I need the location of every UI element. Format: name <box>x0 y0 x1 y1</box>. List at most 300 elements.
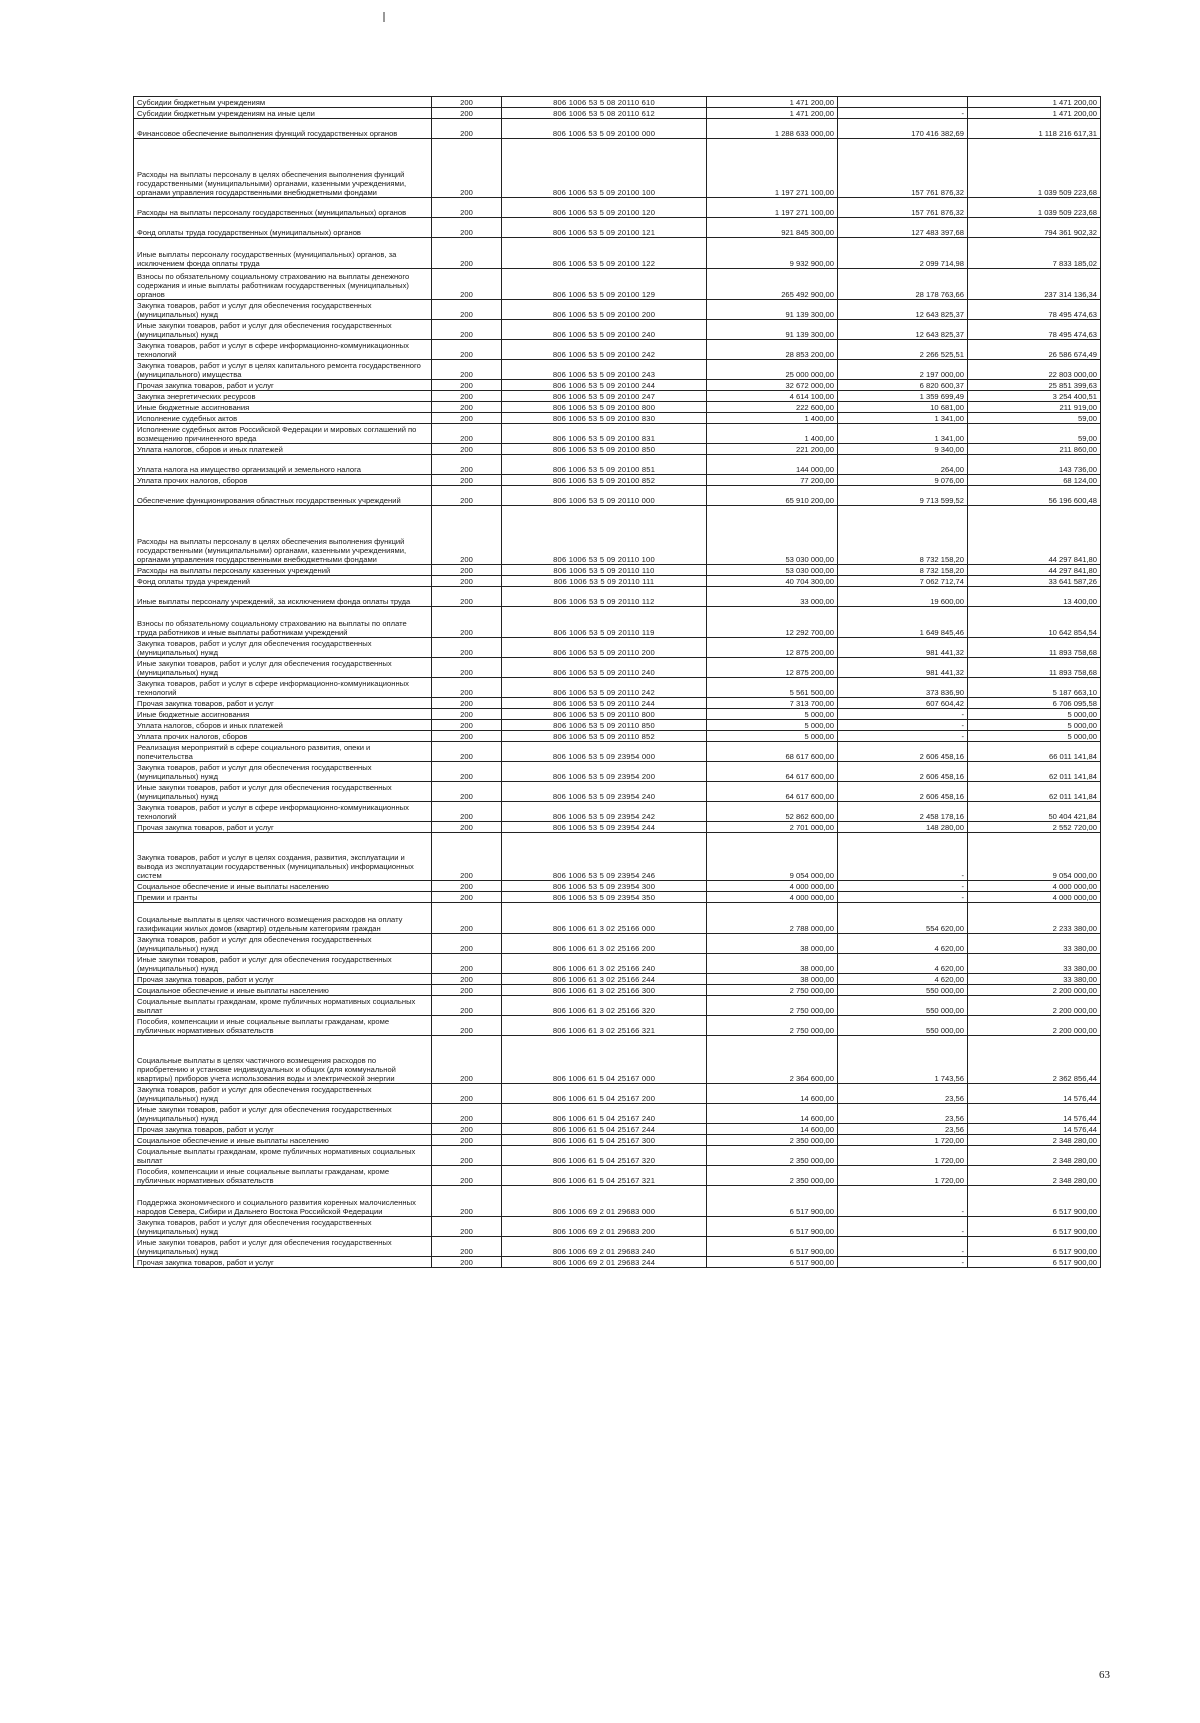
row-approved: 2 701 000,00 <box>707 822 838 833</box>
table-row <box>134 974 1101 985</box>
row-executed: 7 062 712,74 <box>838 576 968 587</box>
row-executed: 2 606 458,16 <box>838 742 968 762</box>
row-budget-code: 806 1006 53 5 09 20100 242 <box>502 340 707 360</box>
row-name: Иные бюджетные ассигнования <box>134 709 432 720</box>
table-row <box>134 802 1101 822</box>
row-budget-code: 806 1006 69 2 01 29683 240 <box>502 1237 707 1257</box>
row-line-code: 200 <box>432 320 502 340</box>
row-approved: 1 400,00 <box>707 413 838 424</box>
row-line-code: 200 <box>432 762 502 782</box>
row-executed: 19 600,00 <box>838 587 968 607</box>
row-line-code: 200 <box>432 1036 502 1084</box>
table-row <box>134 238 1101 269</box>
row-approved: 2 350 000,00 <box>707 1135 838 1146</box>
row-budget-code: 806 1006 53 5 09 20110 244 <box>502 698 707 709</box>
row-remaining: 33 641 587,26 <box>968 576 1101 587</box>
row-remaining: 9 054 000,00 <box>968 833 1101 881</box>
row-line-code: 200 <box>432 475 502 486</box>
row-line-code: 200 <box>432 903 502 934</box>
row-executed: - <box>838 881 968 892</box>
table-row <box>134 782 1101 802</box>
row-budget-code: 806 1006 53 5 08 20110 610 <box>502 97 707 108</box>
row-remaining: 2 348 280,00 <box>968 1166 1101 1186</box>
row-budget-code: 806 1006 53 5 09 23954 200 <box>502 762 707 782</box>
row-budget-code: 806 1006 61 3 02 25166 240 <box>502 954 707 974</box>
table-row <box>134 731 1101 742</box>
row-budget-code: 806 1006 53 5 08 20110 612 <box>502 108 707 119</box>
row-name: Расходы на выплаты персоналу в целях обеспечения выполнения функций государственными (муниципальными) органами, казенными учреждениями, органами управления государственными внебюджетными фондами <box>134 506 432 565</box>
row-name: Реализация мероприятий в сфере социального развития, опеки и попечительства <box>134 742 432 762</box>
row-budget-code: 806 1006 61 3 02 25166 244 <box>502 974 707 985</box>
row-line-code: 200 <box>432 822 502 833</box>
row-budget-code: 806 1006 53 5 09 20110 000 <box>502 486 707 506</box>
row-name: Социальное обеспечение и иные выплаты населению <box>134 881 432 892</box>
table-row <box>134 833 1101 881</box>
row-executed: 148 280,00 <box>838 822 968 833</box>
row-approved: 1 288 633 000,00 <box>707 119 838 139</box>
row-approved: 52 862 600,00 <box>707 802 838 822</box>
row-budget-code: 806 1006 53 5 09 20110 110 <box>502 565 707 576</box>
row-executed: 23,56 <box>838 1084 968 1104</box>
row-executed: - <box>838 731 968 742</box>
row-name: Закупка товаров, работ и услуг для обеспечения государственных (муниципальных) нужд <box>134 1217 432 1237</box>
row-approved: 9 932 900,00 <box>707 238 838 269</box>
row-executed: 9 713 599,52 <box>838 486 968 506</box>
row-remaining: 59,00 <box>968 424 1101 444</box>
row-budget-code: 806 1006 53 5 09 23954 244 <box>502 822 707 833</box>
table-row <box>134 903 1101 934</box>
row-name: Субсидии бюджетным учреждениям на иные цели <box>134 108 432 119</box>
row-budget-code: 806 1006 53 5 09 23954 246 <box>502 833 707 881</box>
row-remaining: 33 380,00 <box>968 974 1101 985</box>
row-name: Пособия, компенсации и иные социальные выплаты гражданам, кроме публичных нормативных обязательств <box>134 1016 432 1036</box>
row-name: Социальное обеспечение и иные выплаты населению <box>134 985 432 996</box>
table-row <box>134 822 1101 833</box>
row-line-code: 200 <box>432 731 502 742</box>
table-row <box>134 391 1101 402</box>
table-row <box>134 402 1101 413</box>
row-executed: 1 359 699,49 <box>838 391 968 402</box>
row-name: Иные выплаты персоналу государственных (муниципальных) органов, за исключением фонда оплаты труда <box>134 238 432 269</box>
row-name: Премии и гранты <box>134 892 432 903</box>
row-line-code: 200 <box>432 892 502 903</box>
row-executed: 170 416 382,69 <box>838 119 968 139</box>
row-line-code: 200 <box>432 1124 502 1135</box>
row-executed: 8 732 158,20 <box>838 565 968 576</box>
row-executed: 550 000,00 <box>838 996 968 1016</box>
row-remaining: 2 362 856,44 <box>968 1036 1101 1084</box>
row-budget-code: 806 1006 53 5 09 20100 831 <box>502 424 707 444</box>
row-line-code: 200 <box>432 974 502 985</box>
row-line-code: 200 <box>432 802 502 822</box>
row-budget-code: 806 1006 61 5 04 25167 000 <box>502 1036 707 1084</box>
row-remaining: 44 297 841,80 <box>968 565 1101 576</box>
row-name: Иные бюджетные ассигнования <box>134 402 432 413</box>
row-remaining: 5 000,00 <box>968 720 1101 731</box>
row-line-code: 200 <box>432 698 502 709</box>
row-line-code: 200 <box>432 587 502 607</box>
table-row <box>134 698 1101 709</box>
row-approved: 5 000,00 <box>707 731 838 742</box>
row-remaining: 62 011 141,84 <box>968 762 1101 782</box>
row-approved: 5 561 500,00 <box>707 678 838 698</box>
row-executed: 2 458 178,16 <box>838 802 968 822</box>
row-line-code: 200 <box>432 218 502 238</box>
table-row <box>134 658 1101 678</box>
row-remaining: 6 706 095,58 <box>968 698 1101 709</box>
row-executed: - <box>838 1257 968 1268</box>
row-remaining: 50 404 421,84 <box>968 802 1101 822</box>
row-approved: 1 197 271 100,00 <box>707 198 838 218</box>
row-line-code: 200 <box>432 1146 502 1166</box>
row-name: Прочая закупка товаров, работ и услуг <box>134 974 432 985</box>
scan-artifact <box>383 12 385 22</box>
row-line-code: 200 <box>432 709 502 720</box>
row-line-code: 200 <box>432 638 502 658</box>
row-remaining: 68 124,00 <box>968 475 1101 486</box>
row-line-code: 200 <box>432 198 502 218</box>
row-line-code: 200 <box>432 954 502 974</box>
row-line-code: 200 <box>432 720 502 731</box>
row-remaining: 11 893 758,68 <box>968 658 1101 678</box>
row-remaining: 2 233 380,00 <box>968 903 1101 934</box>
row-executed: 6 820 600,37 <box>838 380 968 391</box>
row-line-code: 200 <box>432 833 502 881</box>
row-name: Иные закупки товаров, работ и услуг для обеспечения государственных (муниципальных) нужд <box>134 954 432 974</box>
row-approved: 222 600,00 <box>707 402 838 413</box>
row-remaining: 66 011 141,84 <box>968 742 1101 762</box>
row-name: Закупка товаров, работ и услуг в сфере информационно-коммуникационных технологий <box>134 340 432 360</box>
row-budget-code: 806 1006 53 5 09 20110 112 <box>502 587 707 607</box>
table-row <box>134 565 1101 576</box>
row-line-code: 200 <box>432 565 502 576</box>
row-approved: 53 030 000,00 <box>707 565 838 576</box>
row-remaining: 14 576,44 <box>968 1124 1101 1135</box>
row-budget-code: 806 1006 53 5 09 20110 100 <box>502 506 707 565</box>
table-row <box>134 678 1101 698</box>
table-row <box>134 1217 1101 1237</box>
row-remaining: 143 736,00 <box>968 455 1101 475</box>
row-remaining: 13 400,00 <box>968 587 1101 607</box>
table-row <box>134 934 1101 954</box>
row-name: Обеспечение функционирования областных государственных учреждений <box>134 486 432 506</box>
row-line-code: 200 <box>432 402 502 413</box>
row-approved: 12 292 700,00 <box>707 607 838 638</box>
row-line-code: 200 <box>432 1084 502 1104</box>
row-executed: 607 604,42 <box>838 698 968 709</box>
row-executed: 23,56 <box>838 1124 968 1135</box>
row-budget-code: 806 1006 69 2 01 29683 000 <box>502 1186 707 1217</box>
row-line-code: 200 <box>432 108 502 119</box>
row-approved: 1 400,00 <box>707 424 838 444</box>
row-approved: 2 350 000,00 <box>707 1166 838 1186</box>
row-executed: - <box>838 720 968 731</box>
row-approved: 6 517 900,00 <box>707 1186 838 1217</box>
row-executed: 127 483 397,68 <box>838 218 968 238</box>
table-row <box>134 1036 1101 1084</box>
row-budget-code: 806 1006 53 5 09 23954 300 <box>502 881 707 892</box>
row-executed: 4 620,00 <box>838 934 968 954</box>
table-row <box>134 300 1101 320</box>
row-executed: 1 720,00 <box>838 1135 968 1146</box>
row-budget-code: 806 1006 61 3 02 25166 000 <box>502 903 707 934</box>
row-remaining: 62 011 141,84 <box>968 782 1101 802</box>
row-executed: 2 266 525,51 <box>838 340 968 360</box>
row-executed: 9 340,00 <box>838 444 968 455</box>
row-remaining: 5 000,00 <box>968 731 1101 742</box>
row-approved: 32 672 000,00 <box>707 380 838 391</box>
row-executed: 9 076,00 <box>838 475 968 486</box>
row-name: Социальные выплаты гражданам, кроме публичных нормативных социальных выплат <box>134 1146 432 1166</box>
row-line-code: 200 <box>432 360 502 380</box>
row-name: Социальные выплаты в целях частичного возмещения расходов по приобретению и установке индивидуальных и общих (для коммунальной квартиры) приборов учета использования воды и электрической энергии <box>134 1036 432 1084</box>
table-row <box>134 1146 1101 1166</box>
row-budget-code: 806 1006 53 5 09 20110 200 <box>502 638 707 658</box>
row-line-code: 200 <box>432 881 502 892</box>
row-name: Закупка товаров, работ и услуг для обеспечения государственных (муниципальных) нужд <box>134 300 432 320</box>
row-line-code: 200 <box>432 996 502 1016</box>
row-approved: 53 030 000,00 <box>707 506 838 565</box>
row-line-code: 200 <box>432 413 502 424</box>
row-approved: 64 617 600,00 <box>707 782 838 802</box>
row-executed: 157 761 876,32 <box>838 198 968 218</box>
table-body <box>134 97 1101 1268</box>
row-remaining: 59,00 <box>968 413 1101 424</box>
row-name: Субсидии бюджетным учреждениям <box>134 97 432 108</box>
row-remaining: 1 039 509 223,68 <box>968 139 1101 198</box>
table-row <box>134 1135 1101 1146</box>
row-name: Закупка товаров, работ и услуг в целях создания, развития, эксплуатации и вывода из эксплуатации государственных (муниципальных) информационных систем <box>134 833 432 881</box>
table-row <box>134 1124 1101 1135</box>
table-row <box>134 444 1101 455</box>
row-remaining: 2 348 280,00 <box>968 1146 1101 1166</box>
row-approved: 64 617 600,00 <box>707 762 838 782</box>
row-remaining: 10 642 854,54 <box>968 607 1101 638</box>
row-line-code: 200 <box>432 97 502 108</box>
row-executed: 28 178 763,66 <box>838 269 968 300</box>
row-line-code: 200 <box>432 444 502 455</box>
row-approved: 921 845 300,00 <box>707 218 838 238</box>
row-budget-code: 806 1006 53 5 09 23954 350 <box>502 892 707 903</box>
row-executed: - <box>838 1186 968 1217</box>
table-row <box>134 486 1101 506</box>
row-executed: 1 720,00 <box>838 1166 968 1186</box>
row-remaining: 4 000 000,00 <box>968 892 1101 903</box>
row-line-code: 200 <box>432 658 502 678</box>
row-approved: 5 000,00 <box>707 720 838 731</box>
row-approved: 91 139 300,00 <box>707 320 838 340</box>
row-approved: 221 200,00 <box>707 444 838 455</box>
row-executed: 1 720,00 <box>838 1146 968 1166</box>
row-line-code: 200 <box>432 576 502 587</box>
row-executed: 12 643 825,37 <box>838 320 968 340</box>
row-line-code: 200 <box>432 269 502 300</box>
row-budget-code: 806 1006 69 2 01 29683 200 <box>502 1217 707 1237</box>
table-row <box>134 720 1101 731</box>
row-remaining: 6 517 900,00 <box>968 1186 1101 1217</box>
row-line-code: 200 <box>432 1217 502 1237</box>
row-name: Иные закупки товаров, работ и услуг для обеспечения государственных (муниципальных) нужд <box>134 320 432 340</box>
table-row <box>134 1084 1101 1104</box>
row-executed: 550 000,00 <box>838 985 968 996</box>
row-remaining: 33 380,00 <box>968 934 1101 954</box>
row-executed: 8 732 158,20 <box>838 506 968 565</box>
row-executed: 4 620,00 <box>838 974 968 985</box>
row-line-code: 200 <box>432 380 502 391</box>
table-row <box>134 1016 1101 1036</box>
table-row <box>134 108 1101 119</box>
row-remaining: 237 314 136,34 <box>968 269 1101 300</box>
row-approved: 68 617 600,00 <box>707 742 838 762</box>
row-executed: 550 000,00 <box>838 1016 968 1036</box>
row-approved: 2 788 000,00 <box>707 903 838 934</box>
table-row <box>134 218 1101 238</box>
row-name: Закупка энергетических ресурсов <box>134 391 432 402</box>
row-remaining: 78 495 474,63 <box>968 300 1101 320</box>
row-budget-code: 806 1006 53 5 09 20100 000 <box>502 119 707 139</box>
row-budget-code: 806 1006 53 5 09 20100 243 <box>502 360 707 380</box>
row-name: Иные закупки товаров, работ и услуг для обеспечения государственных (муниципальных) нужд <box>134 782 432 802</box>
row-line-code: 200 <box>432 678 502 698</box>
row-budget-code: 806 1006 61 5 04 25167 300 <box>502 1135 707 1146</box>
row-approved: 2 750 000,00 <box>707 1016 838 1036</box>
row-remaining: 5 000,00 <box>968 709 1101 720</box>
row-executed: 4 620,00 <box>838 954 968 974</box>
row-approved: 12 875 200,00 <box>707 638 838 658</box>
row-approved: 4 614 100,00 <box>707 391 838 402</box>
row-approved: 6 517 900,00 <box>707 1237 838 1257</box>
row-name: Закупка товаров, работ и услуг в сфере информационно-коммуникационных технологий <box>134 802 432 822</box>
row-approved: 14 600,00 <box>707 1124 838 1135</box>
row-name: Поддержка экономического и социального развития коренных малочисленных народов Севера, Сибири и Дальнего Востока Российской Федерации <box>134 1186 432 1217</box>
row-remaining: 211 860,00 <box>968 444 1101 455</box>
row-name: Уплата налогов, сборов и иных платежей <box>134 720 432 731</box>
row-executed: 1 649 845,46 <box>838 607 968 638</box>
row-approved: 28 853 200,00 <box>707 340 838 360</box>
row-executed: - <box>838 709 968 720</box>
row-executed: - <box>838 833 968 881</box>
row-approved: 144 000,00 <box>707 455 838 475</box>
row-remaining: 6 517 900,00 <box>968 1237 1101 1257</box>
row-approved: 7 313 700,00 <box>707 698 838 709</box>
row-approved: 65 910 200,00 <box>707 486 838 506</box>
row-budget-code: 806 1006 53 5 09 20100 244 <box>502 380 707 391</box>
row-name: Уплата прочих налогов, сборов <box>134 731 432 742</box>
row-name: Расходы на выплаты персоналу государственных (муниципальных) органов <box>134 198 432 218</box>
budget-execution-table <box>133 96 1101 1268</box>
row-approved: 1 471 200,00 <box>707 97 838 108</box>
row-remaining: 14 576,44 <box>968 1084 1101 1104</box>
row-remaining: 4 000 000,00 <box>968 881 1101 892</box>
table-row <box>134 587 1101 607</box>
row-name: Уплата налога на имущество организаций и земельного налога <box>134 455 432 475</box>
table-row <box>134 455 1101 475</box>
row-name: Расходы на выплаты персоналу казенных учреждений <box>134 565 432 576</box>
row-line-code: 200 <box>432 119 502 139</box>
row-budget-code: 806 1006 53 5 09 20100 121 <box>502 218 707 238</box>
row-approved: 2 750 000,00 <box>707 985 838 996</box>
row-remaining: 6 517 900,00 <box>968 1217 1101 1237</box>
row-line-code: 200 <box>432 300 502 320</box>
table-row <box>134 320 1101 340</box>
row-remaining: 6 517 900,00 <box>968 1257 1101 1268</box>
row-name: Иные закупки товаров, работ и услуг для обеспечения государственных (муниципальных) нужд <box>134 658 432 678</box>
row-executed: 554 620,00 <box>838 903 968 934</box>
row-budget-code: 806 1006 53 5 09 20110 800 <box>502 709 707 720</box>
row-executed: 12 643 825,37 <box>838 300 968 320</box>
row-name: Социальные выплаты в целях частичного возмещения расходов на оплату газификации жилых домов (квартир) отдельным категориям граждан <box>134 903 432 934</box>
row-line-code: 200 <box>432 486 502 506</box>
row-line-code: 200 <box>432 340 502 360</box>
row-approved: 2 350 000,00 <box>707 1146 838 1166</box>
row-name: Пособия, компенсации и иные социальные выплаты гражданам, кроме публичных нормативных обязательств <box>134 1166 432 1186</box>
row-budget-code: 806 1006 53 5 09 20110 240 <box>502 658 707 678</box>
row-line-code: 200 <box>432 139 502 198</box>
row-budget-code: 806 1006 53 5 09 20100 247 <box>502 391 707 402</box>
row-approved: 2 750 000,00 <box>707 996 838 1016</box>
row-executed: - <box>838 1217 968 1237</box>
row-executed: 2 606 458,16 <box>838 762 968 782</box>
row-approved: 4 000 000,00 <box>707 881 838 892</box>
row-budget-code: 806 1006 53 5 09 20100 120 <box>502 198 707 218</box>
row-name: Закупка товаров, работ и услуг для обеспечения государственных (муниципальных) нужд <box>134 1084 432 1104</box>
row-budget-code: 806 1006 53 5 09 20100 129 <box>502 269 707 300</box>
row-name: Финансовое обеспечение выполнения функций государственных органов <box>134 119 432 139</box>
row-approved: 33 000,00 <box>707 587 838 607</box>
row-budget-code: 806 1006 53 5 09 20100 122 <box>502 238 707 269</box>
row-line-code: 200 <box>432 506 502 565</box>
row-budget-code: 806 1006 61 5 04 25167 320 <box>502 1146 707 1166</box>
table-row <box>134 762 1101 782</box>
row-approved: 6 517 900,00 <box>707 1217 838 1237</box>
row-line-code: 200 <box>432 238 502 269</box>
row-name: Иные выплаты персоналу учреждений, за исключением фонда оплаты труда <box>134 587 432 607</box>
row-remaining: 1 039 509 223,68 <box>968 198 1101 218</box>
row-executed: 10 681,00 <box>838 402 968 413</box>
row-budget-code: 806 1006 53 5 09 20100 800 <box>502 402 707 413</box>
row-approved: 77 200,00 <box>707 475 838 486</box>
row-budget-code: 806 1006 53 5 09 20100 200 <box>502 300 707 320</box>
row-remaining: 2 200 000,00 <box>968 996 1101 1016</box>
row-name: Фонд оплаты труда учреждений <box>134 576 432 587</box>
row-budget-code: 806 1006 61 3 02 25166 320 <box>502 996 707 1016</box>
row-approved: 5 000,00 <box>707 709 838 720</box>
row-name: Взносы по обязательному социальному страхованию на выплаты денежного содержания и иные выплаты работникам государственных (муниципальных) органов <box>134 269 432 300</box>
row-budget-code: 806 1006 61 5 04 25167 244 <box>502 1124 707 1135</box>
row-line-code: 200 <box>432 782 502 802</box>
row-remaining: 78 495 474,63 <box>968 320 1101 340</box>
row-remaining: 2 200 000,00 <box>968 985 1101 996</box>
row-name: Прочая закупка товаров, работ и услуг <box>134 822 432 833</box>
row-name: Фонд оплаты труда государственных (муниципальных) органов <box>134 218 432 238</box>
row-executed: 373 836,90 <box>838 678 968 698</box>
row-approved: 14 600,00 <box>707 1084 838 1104</box>
row-budget-code: 806 1006 69 2 01 29683 244 <box>502 1257 707 1268</box>
row-budget-code: 806 1006 53 5 09 20110 850 <box>502 720 707 731</box>
row-budget-code: 806 1006 53 5 09 20110 111 <box>502 576 707 587</box>
row-executed: 981 441,32 <box>838 658 968 678</box>
row-remaining: 25 851 399,63 <box>968 380 1101 391</box>
row-executed: - <box>838 1237 968 1257</box>
row-name: Закупка товаров, работ и услуг в сфере информационно-коммуникационных технологий <box>134 678 432 698</box>
table-row <box>134 996 1101 1016</box>
row-name: Социальное обеспечение и иные выплаты населению <box>134 1135 432 1146</box>
row-executed: 1 743,56 <box>838 1036 968 1084</box>
row-remaining: 7 833 185,02 <box>968 238 1101 269</box>
table-row <box>134 1186 1101 1217</box>
table-row <box>134 1257 1101 1268</box>
table-row <box>134 1237 1101 1257</box>
